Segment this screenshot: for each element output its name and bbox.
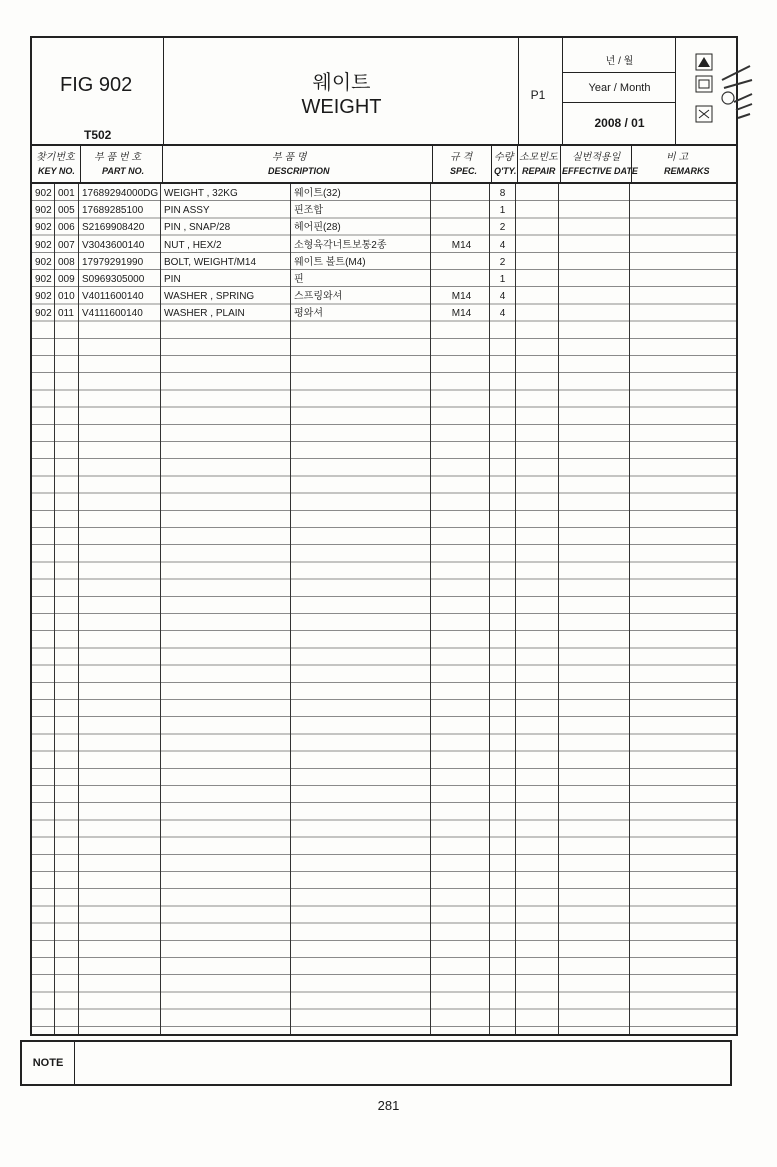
parts-table [30,184,738,1036]
model-code: T502 [84,128,112,142]
col-part-en: PART NO. [102,166,145,176]
cell-desc-en: BOLT, WEIGHT/M14 [164,256,257,268]
cell-key: 001 [58,188,75,199]
cell-desc-en: NUT , HEX/2 [164,239,222,251]
table-row [32,254,732,271]
col-effective-kr: 실번적용일 [572,152,621,163]
cell-desc-kr: 평와셔 [294,308,323,320]
cell-desc-kr: 웨이트 볼트(M4) [294,256,366,268]
col-spec-en: SPEC. [450,166,478,176]
figure-number: FIG 902 [60,74,133,96]
title-korean: 웨이트 [312,72,371,94]
cell-desc-en: PIN , SNAP/28 [164,222,231,234]
cell-part: V4111600140 [82,308,143,320]
cell-desc-en: PIN ASSY [164,205,210,217]
cell-fig: 902 [35,222,52,234]
note-label: NOTE [22,1042,75,1084]
col-key-en: KEY NO. [38,166,75,176]
cell-desc-en: PIN [164,274,181,285]
figure-cell [32,38,164,144]
cell-desc-en: WASHER , SPRING [164,291,255,303]
table-row [32,185,732,202]
cell-fig: 902 [35,274,52,285]
cell-part: V3043600140 [82,239,145,251]
cell-qty: 1 [499,274,506,285]
col-key-kr: 찾기번호 [36,152,75,163]
cell-key: 008 [58,256,75,268]
col-desc-en: DESCRIPTION [268,166,330,176]
cell-spec: M14 [451,308,472,320]
cell-part: 17689294000DG [82,188,159,199]
title-cell [164,38,519,144]
cell-desc-kr: 스프링와셔 [294,291,343,303]
cell-fig: 902 [35,239,52,251]
cell-qty: 8 [499,188,506,199]
divider [162,146,163,182]
cell-part: S2169908420 [82,222,145,234]
col-desc-kr: 부 품 명 [272,152,307,163]
cell-key: 009 [58,274,75,285]
date-cell [563,38,676,144]
cell-fig: 902 [35,205,52,217]
cell-spec: M14 [451,291,472,303]
table-row [32,288,732,305]
issue-date: 2008 / 01 [594,116,645,130]
cell-desc-kr: 웨이트(32) [294,188,341,199]
cell-part: V4011600140 [82,291,144,303]
col-repair-kr: 소모빈도 [519,152,558,163]
cell-desc-kr: 소형육각너트보통2종 [294,239,387,251]
cell-qty: 4 [499,291,506,303]
col-effective-en: EFFECTIVE DATE [562,166,638,176]
cell-part: 17689285100 [82,205,144,217]
cell-part: 17979291990 [82,256,144,268]
table-row [32,271,732,288]
year-month-korean: 년 / 월 [605,56,634,67]
page-code-cell [519,38,563,144]
cell-desc-en: WEIGHT , 32KG [164,188,238,199]
cell-desc-kr: 핀 [294,274,304,285]
cell-spec: M14 [451,239,472,251]
cell-desc-kr: 헤어핀(28) [294,222,341,234]
cell-part: S0969305000 [82,274,145,285]
divider [432,146,433,182]
cell-key: 006 [58,222,75,234]
table-row [32,305,732,322]
cell-fig: 902 [35,256,52,268]
divider [517,146,518,182]
cell-fig: 902 [35,291,52,303]
cell-qty: 4 [499,308,506,320]
divider [563,72,676,73]
table-row [32,237,732,254]
cell-qty: 2 [499,222,506,234]
page-number: 281 [377,1098,400,1113]
year-month-english: Year / Month [588,82,651,94]
divider [631,146,632,182]
page-code: P1 [530,88,546,102]
divider [560,146,561,182]
table-row [32,219,732,236]
col-qty-en: Q'TY. [494,166,517,176]
col-repair-en: REPAIR [522,166,556,176]
cell-qty: 4 [499,239,506,251]
cell-fig: 902 [35,188,52,199]
col-remarks-en: REMARKS [664,166,710,176]
table-row [32,202,732,219]
col-part-kr: 부 품 번 호 [94,152,141,163]
cell-desc-en: WASHER , PLAIN [164,308,245,320]
note-box [20,1040,732,1086]
column-header [30,146,738,184]
cell-key: 011 [58,308,74,320]
cell-desc-kr: 핀조합 [294,205,323,217]
logo-cell [676,38,740,144]
cell-key: 010 [58,291,75,303]
parts-sheet [20,36,740,1086]
divider [491,146,492,182]
col-qty-kr: 수량 [494,152,514,163]
cell-key: 005 [58,205,75,217]
divider [80,146,81,182]
safety-tools-icon [678,40,770,140]
col-remarks-kr: 비 고 [666,152,689,163]
title-english: WEIGHT [301,96,382,118]
cell-qty: 2 [499,256,506,268]
col-spec-kr: 규 격 [450,152,473,163]
divider [563,102,676,103]
cell-qty: 1 [499,205,506,217]
sheet-header [30,36,738,146]
cell-key: 007 [58,239,75,251]
cell-fig: 902 [35,308,52,320]
